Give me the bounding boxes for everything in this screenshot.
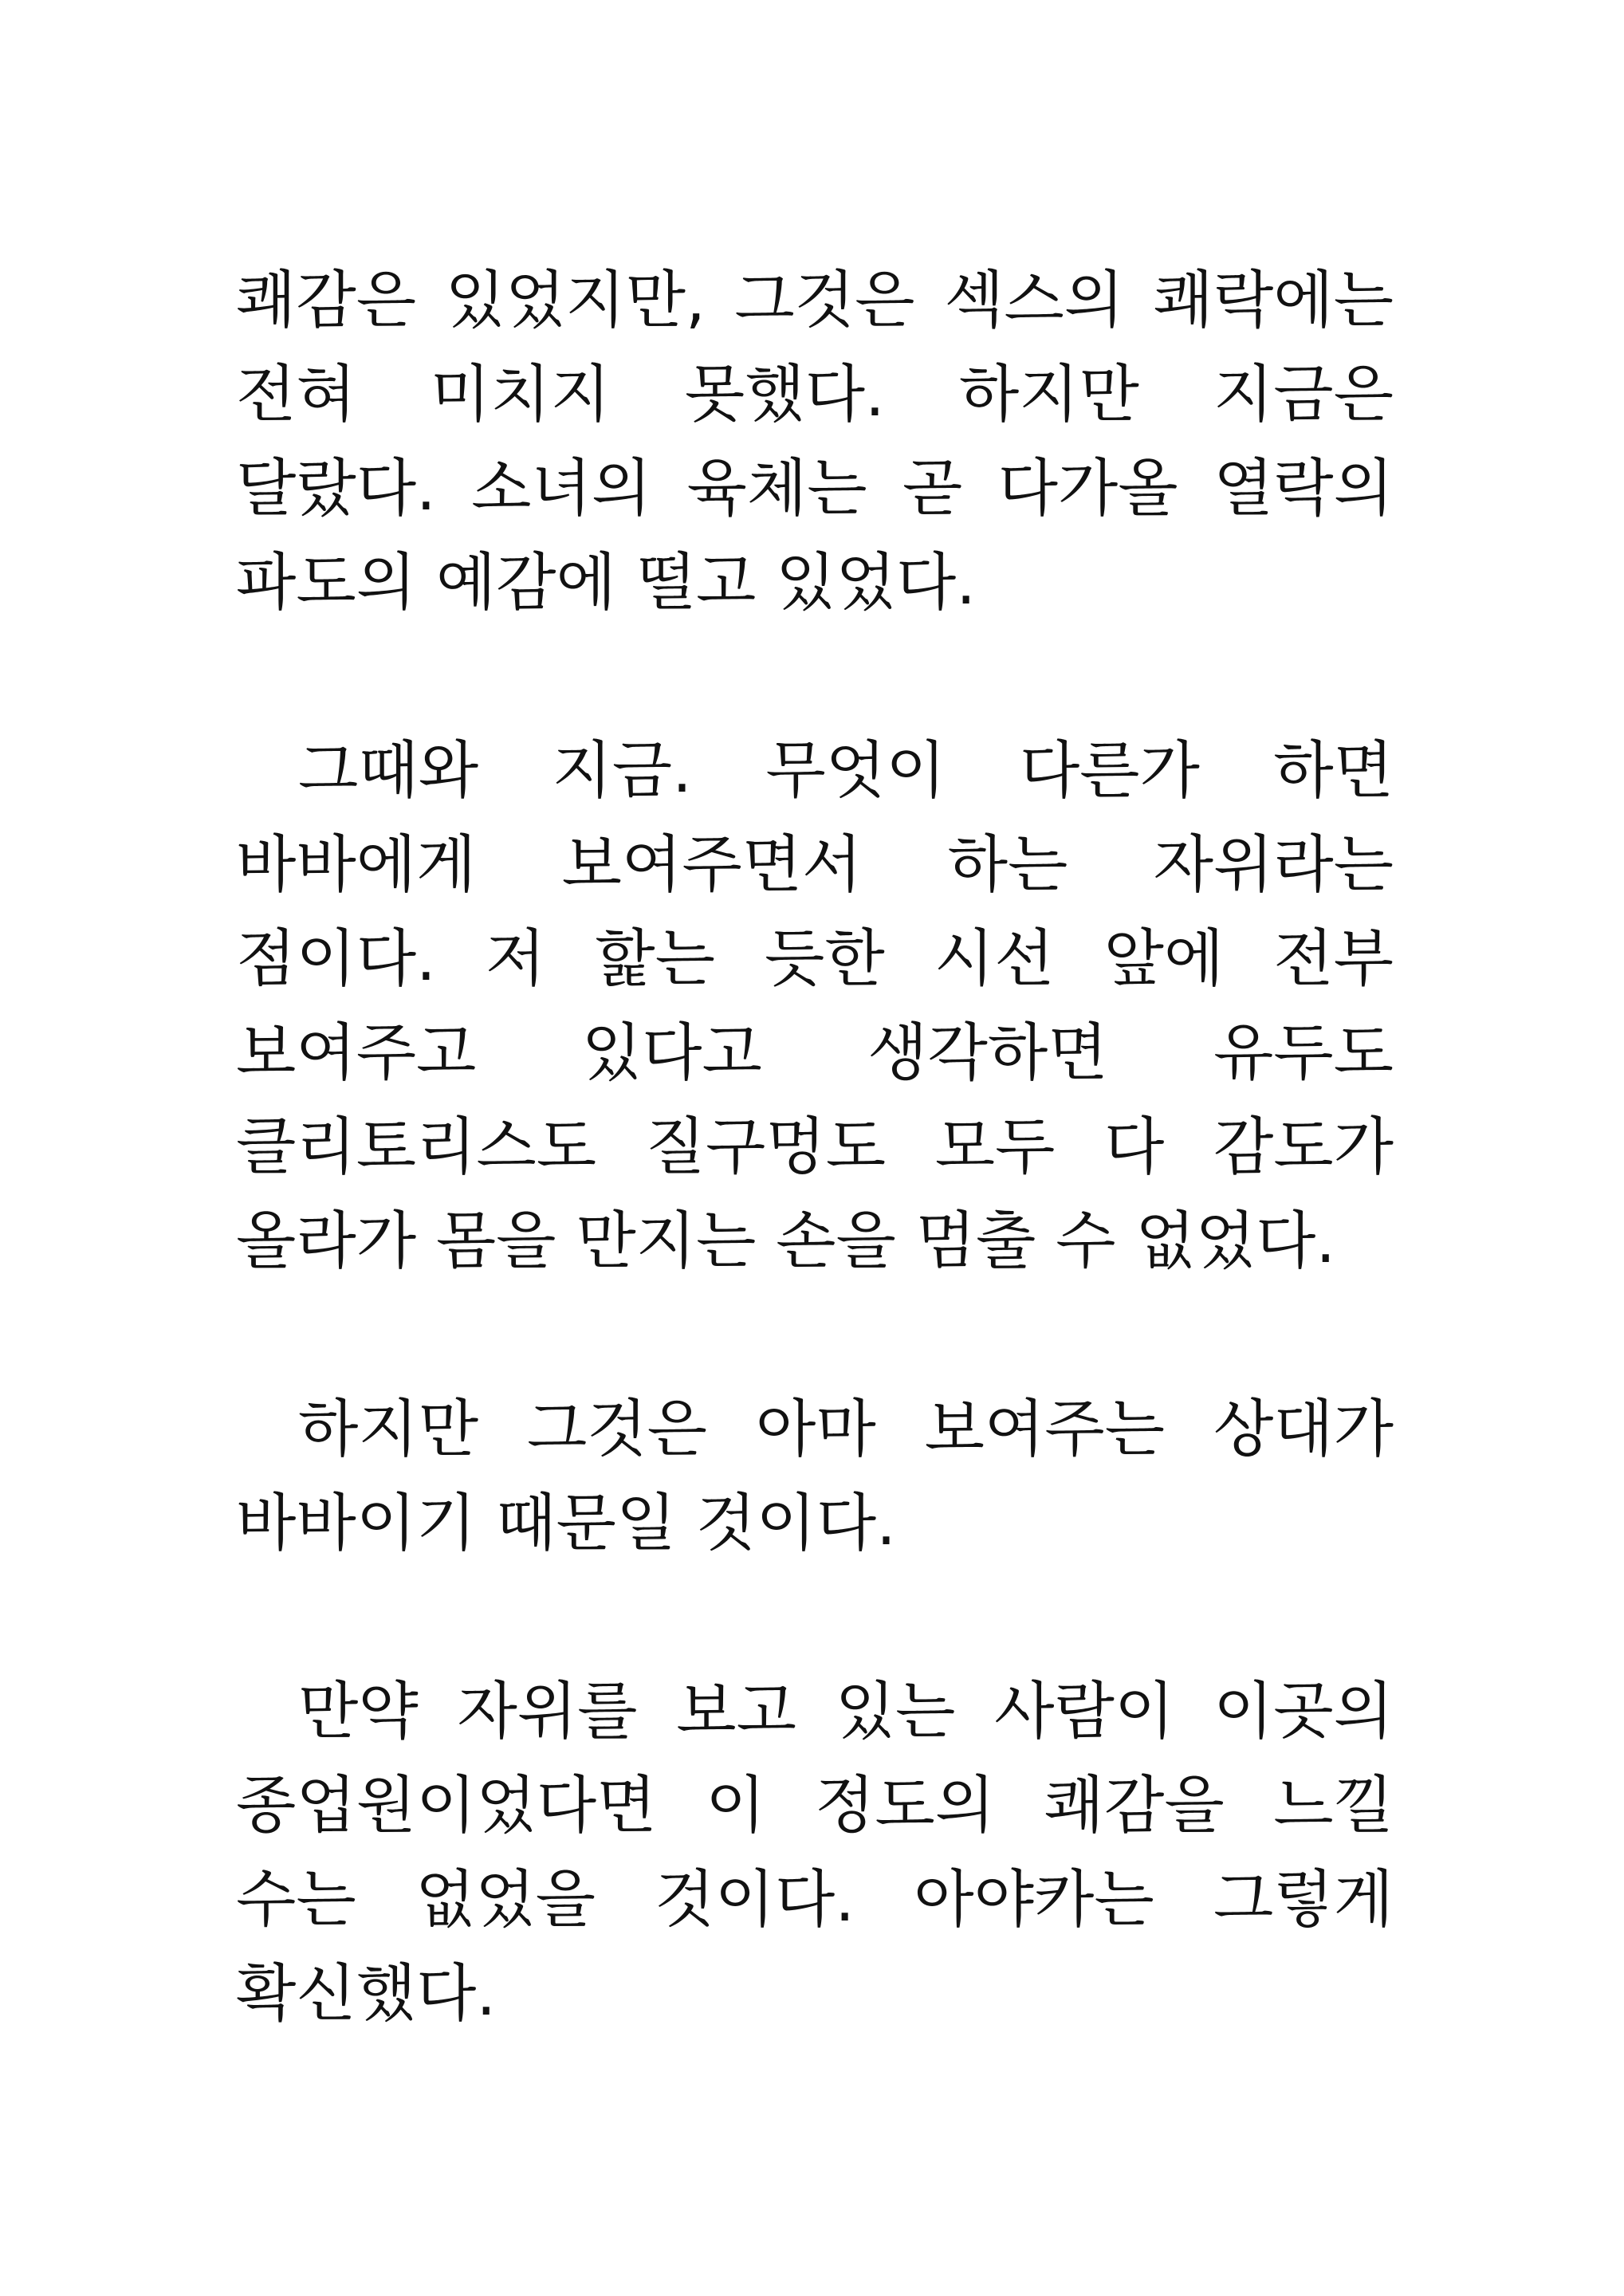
paragraph-1: 쾌감은 있었지만, 그것은 섹스의 쾌락에는 전혀 미치지 못했다. 하지만 지금은 달랐다. 소녀의 육체는 곧 다가올 열락의 파도의 예감에 떨고 있었다. xyxy=(236,265,1394,619)
paragraph-3: 하지만 그것은 아마 보여주는 상대가 바바이기 때문일 것이다. xyxy=(236,1394,1394,1559)
paragraph-2: 그때와 지금. 무엇이 다른가 하면 바바에게 보여주면서 하는 자위라는 점이다. 저 핥는 듯한 시선 앞에 전부 보여주고 있다고 생각하면 유두도 클리토리스도 질구멍도 모두 다 감도가 올라가 몸을 만지는 손을 멈출 수 없었다. xyxy=(236,735,1394,1277)
paragraph-4: 만약 자위를 보고 있는 사람이 이곳의 종업원이었다면 이 정도의 쾌감을 느낄 수는 없었을 것이다. 아야카는 그렇게 확신했다. xyxy=(236,1676,1394,2030)
body-text xyxy=(236,254,1394,2135)
